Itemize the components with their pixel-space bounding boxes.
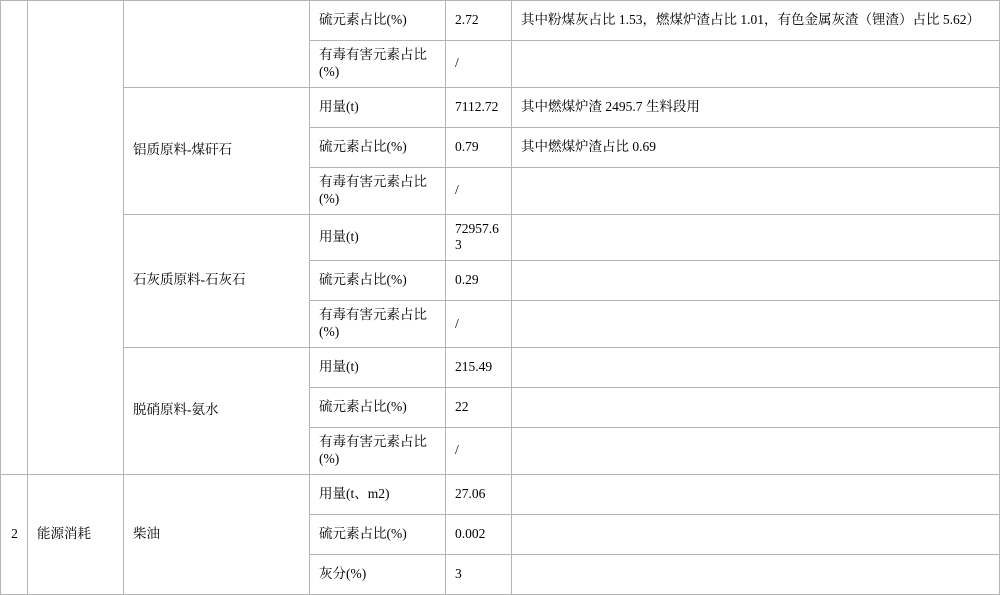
cell-note xyxy=(512,348,1000,388)
cell-metric: 有毒有害元素占比(%) xyxy=(310,428,446,475)
cell-value: 2.72 xyxy=(446,1,512,41)
cell-metric: 用量(t、m2) xyxy=(310,474,446,514)
cell-metric: 有毒有害元素占比(%) xyxy=(310,301,446,348)
cell-value: 0.002 xyxy=(446,514,512,554)
cell-metric: 硫元素占比(%) xyxy=(310,127,446,167)
cell-value: 0.29 xyxy=(446,261,512,301)
cell-value: 3 xyxy=(446,554,512,594)
cell-metric: 硫元素占比(%) xyxy=(310,388,446,428)
cell-category: 能源消耗 xyxy=(28,474,124,594)
cell-category xyxy=(28,1,124,475)
cell-metric: 硫元素占比(%) xyxy=(310,261,446,301)
cell-value: / xyxy=(446,41,512,88)
cell-metric: 硫元素占比(%) xyxy=(310,1,446,41)
cell-note: 其中燃煤炉渣占比 0.69 xyxy=(512,127,1000,167)
cell-note xyxy=(512,41,1000,88)
cell-metric: 用量(t) xyxy=(310,214,446,261)
cell-note xyxy=(512,554,1000,594)
cell-value: / xyxy=(446,167,512,214)
cell-note: 其中燃煤炉渣 2495.7 生料段用 xyxy=(512,87,1000,127)
cell-note xyxy=(512,474,1000,514)
cell-material: 柴油 xyxy=(124,474,310,594)
cell-value: 72957.63 xyxy=(446,214,512,261)
cell-value: / xyxy=(446,301,512,348)
cell-metric: 有毒有害元素占比(%) xyxy=(310,41,446,88)
cell-material: 铝质原料-煤矸石 xyxy=(124,87,310,214)
cell-note xyxy=(512,261,1000,301)
cell-material: 石灰质原料-石灰石 xyxy=(124,214,310,348)
table-row xyxy=(1,348,1000,388)
cell-note: 其中粉煤灰占比 1.53，燃煤炉渣占比 1.01，有色金属灰渣（锂渣）占比 5.62） xyxy=(512,1,1000,41)
cell-index xyxy=(1,1,28,475)
table-row xyxy=(1,1,1000,41)
cell-note xyxy=(512,214,1000,261)
cell-metric: 用量(t) xyxy=(310,348,446,388)
cell-index: 2 xyxy=(1,474,28,594)
cell-note xyxy=(512,167,1000,214)
cell-metric: 有毒有害元素占比(%) xyxy=(310,167,446,214)
cell-note xyxy=(512,428,1000,475)
cell-metric: 用量(t) xyxy=(310,87,446,127)
cell-note xyxy=(512,514,1000,554)
cell-metric: 灰分(%) xyxy=(310,554,446,594)
cell-value: 22 xyxy=(446,388,512,428)
cell-metric: 硫元素占比(%) xyxy=(310,514,446,554)
cell-material xyxy=(124,1,310,88)
table-row xyxy=(1,474,1000,514)
cell-value: 27.06 xyxy=(446,474,512,514)
cell-note xyxy=(512,388,1000,428)
table-row xyxy=(1,87,1000,127)
cell-value: / xyxy=(446,428,512,475)
cell-value: 7112.72 xyxy=(446,87,512,127)
cell-note xyxy=(512,301,1000,348)
table-row xyxy=(1,214,1000,261)
cell-material: 脱硝原料-氨水 xyxy=(124,348,310,475)
cell-value: 215.49 xyxy=(446,348,512,388)
cell-value: 0.79 xyxy=(446,127,512,167)
